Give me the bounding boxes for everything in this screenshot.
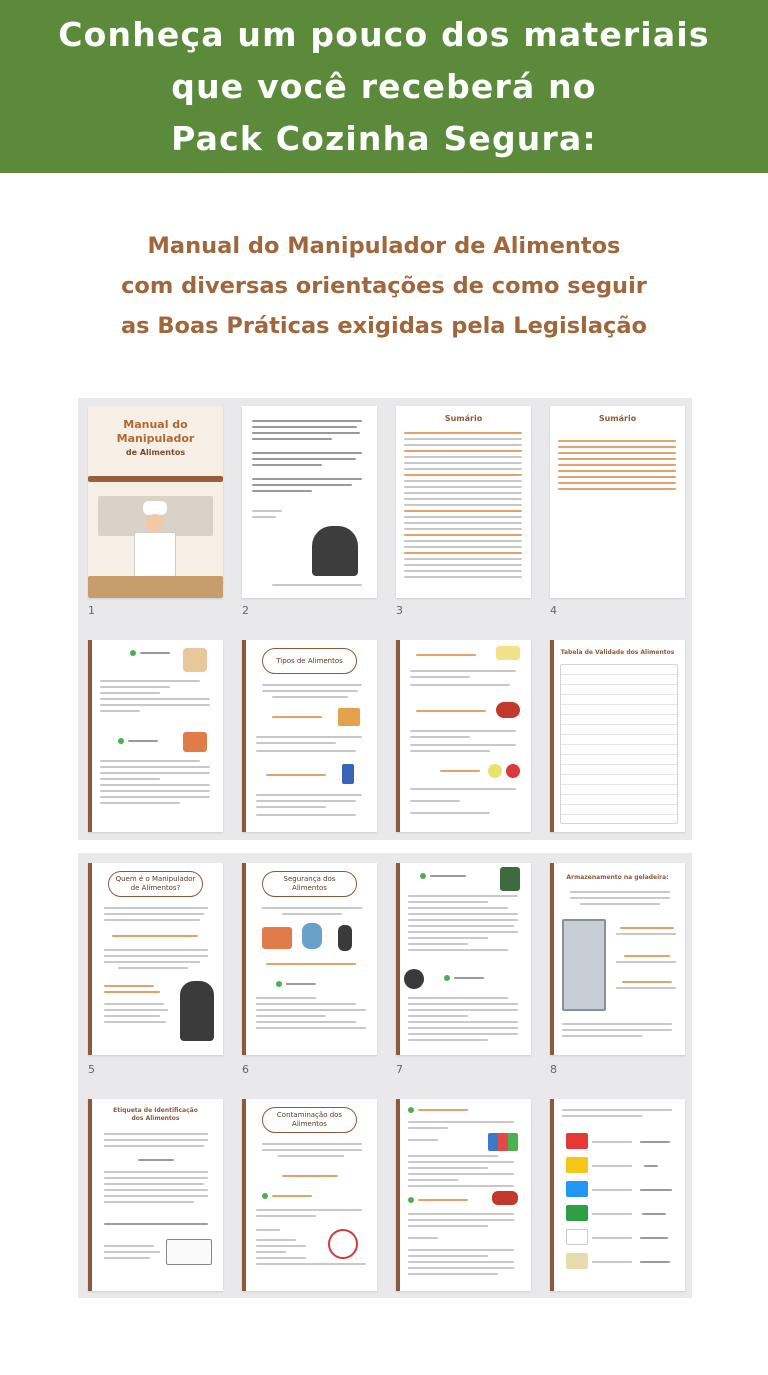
cross-contamination-icon	[492, 1191, 518, 1205]
page-thumb-sumario-1	[396, 406, 531, 598]
check-icon-3	[276, 981, 282, 987]
red-board-icon	[566, 1133, 588, 1149]
exception-food-icon-2	[506, 764, 520, 778]
blue-board-icon	[566, 1181, 588, 1197]
page-number-4: 4	[550, 604, 557, 617]
delivery-truck-icon	[262, 927, 292, 949]
page-thumb-tabuas	[550, 1099, 685, 1291]
page-thumb-distribuicao	[88, 640, 223, 832]
refrigerator-icon	[562, 919, 606, 1011]
check-icon-7	[408, 1107, 414, 1113]
header-line-1: Conheça um pouco dos materiais	[58, 14, 710, 54]
page-thumb-refrigerados	[396, 640, 531, 832]
check-icon-8	[408, 1197, 414, 1203]
etiqueta-title: Etiqueta de Identificação dos Alimentos	[113, 1107, 198, 1122]
pages-gallery-top	[78, 398, 692, 840]
chef-hat-icon	[143, 501, 167, 515]
subtitle-line-2: com diversas orientações de como seguir	[121, 273, 647, 299]
bottle-icon	[342, 764, 354, 784]
kitchen-shelf	[88, 476, 223, 482]
subtitle-line-3: as Boas Práticas exigidas pela Legislação	[120, 313, 647, 339]
cover-title-2: Manipulador	[116, 432, 195, 445]
sumario-title-2: Sumário	[598, 414, 637, 423]
chef-illustration-icon	[312, 526, 358, 576]
inspector-icon	[302, 923, 322, 949]
page-number-1: 1	[88, 604, 95, 617]
page-number-8: 8	[550, 1063, 557, 1076]
page-number-7: 7	[396, 1063, 403, 1076]
page-thumb-sumario-2	[550, 406, 685, 598]
geladeira-title: Armazenamento na geladeira:	[566, 874, 669, 881]
page-number-2: 2	[242, 604, 249, 617]
page-number-5: 5	[88, 1063, 95, 1076]
exception-food-icon	[488, 764, 502, 778]
page-thumb-armazenamento	[396, 863, 531, 1055]
check-icon	[130, 650, 136, 656]
chef-face-icon	[146, 514, 164, 532]
storage-icon	[500, 867, 520, 891]
contaminacao-title: Contaminação dos Alimentos	[262, 1107, 357, 1133]
handler-icon	[404, 969, 424, 989]
tipos-title: Tipos de Alimentos	[262, 648, 357, 674]
page-thumb-contaminacao-tipos	[396, 1099, 531, 1291]
chemical-products-icon	[488, 1133, 518, 1151]
page-number-3: 3	[396, 604, 403, 617]
workers-icon	[183, 648, 207, 672]
cook-illustration-icon	[180, 981, 214, 1041]
check-icon-4	[420, 873, 426, 879]
cover-title-1: Manual do	[123, 418, 188, 431]
page-thumb-tabela	[550, 640, 685, 832]
page-thumb-tipos	[242, 640, 377, 832]
page-thumb-intro	[242, 406, 377, 598]
cheese-icon	[496, 646, 520, 660]
page-thumb-geladeira	[550, 863, 685, 1055]
subtitle-line-1: Manual do Manipulador de Alimentos	[147, 233, 621, 259]
header-line-2: que você receberá no	[171, 66, 597, 106]
worker-icon	[338, 925, 352, 951]
seguranca-title: Segurança dos Alimentos	[262, 871, 357, 897]
page-thumb-contaminacao	[242, 1099, 377, 1291]
page-thumb-cover	[88, 406, 223, 598]
check-icon-2	[118, 738, 124, 744]
page-thumb-quem	[88, 863, 223, 1055]
green-board-icon	[566, 1205, 588, 1221]
tabela-title: Tabela de Validade dos Alimentos	[560, 649, 675, 656]
truck-icon	[183, 732, 207, 752]
prohibited-icon	[328, 1229, 358, 1259]
pages-gallery-bottom	[78, 853, 692, 1298]
quem-title: Quem é o Manipulador de Alimentos?	[108, 871, 203, 897]
header-line-3: Pack Cozinha Segura:	[171, 118, 597, 158]
cover-title-3: de Alimentos	[125, 448, 186, 457]
page-number-6: 6	[242, 1063, 249, 1076]
white-board-icon	[566, 1229, 588, 1245]
kitchen-counter	[88, 576, 223, 598]
page-thumb-etiqueta	[88, 1099, 223, 1291]
sumario-title: Sumário	[444, 414, 483, 423]
label-sample-icon	[166, 1239, 212, 1265]
yellow-board-icon	[566, 1157, 588, 1173]
beige-board-icon	[566, 1253, 588, 1269]
meat-icon	[496, 702, 520, 718]
validity-table	[560, 664, 678, 824]
dry-food-icon	[338, 708, 360, 726]
subtitle	[0, 226, 768, 346]
header-banner	[0, 0, 768, 173]
check-icon-5	[444, 975, 450, 981]
page-thumb-seguranca	[242, 863, 377, 1055]
check-icon-6	[262, 1193, 268, 1199]
